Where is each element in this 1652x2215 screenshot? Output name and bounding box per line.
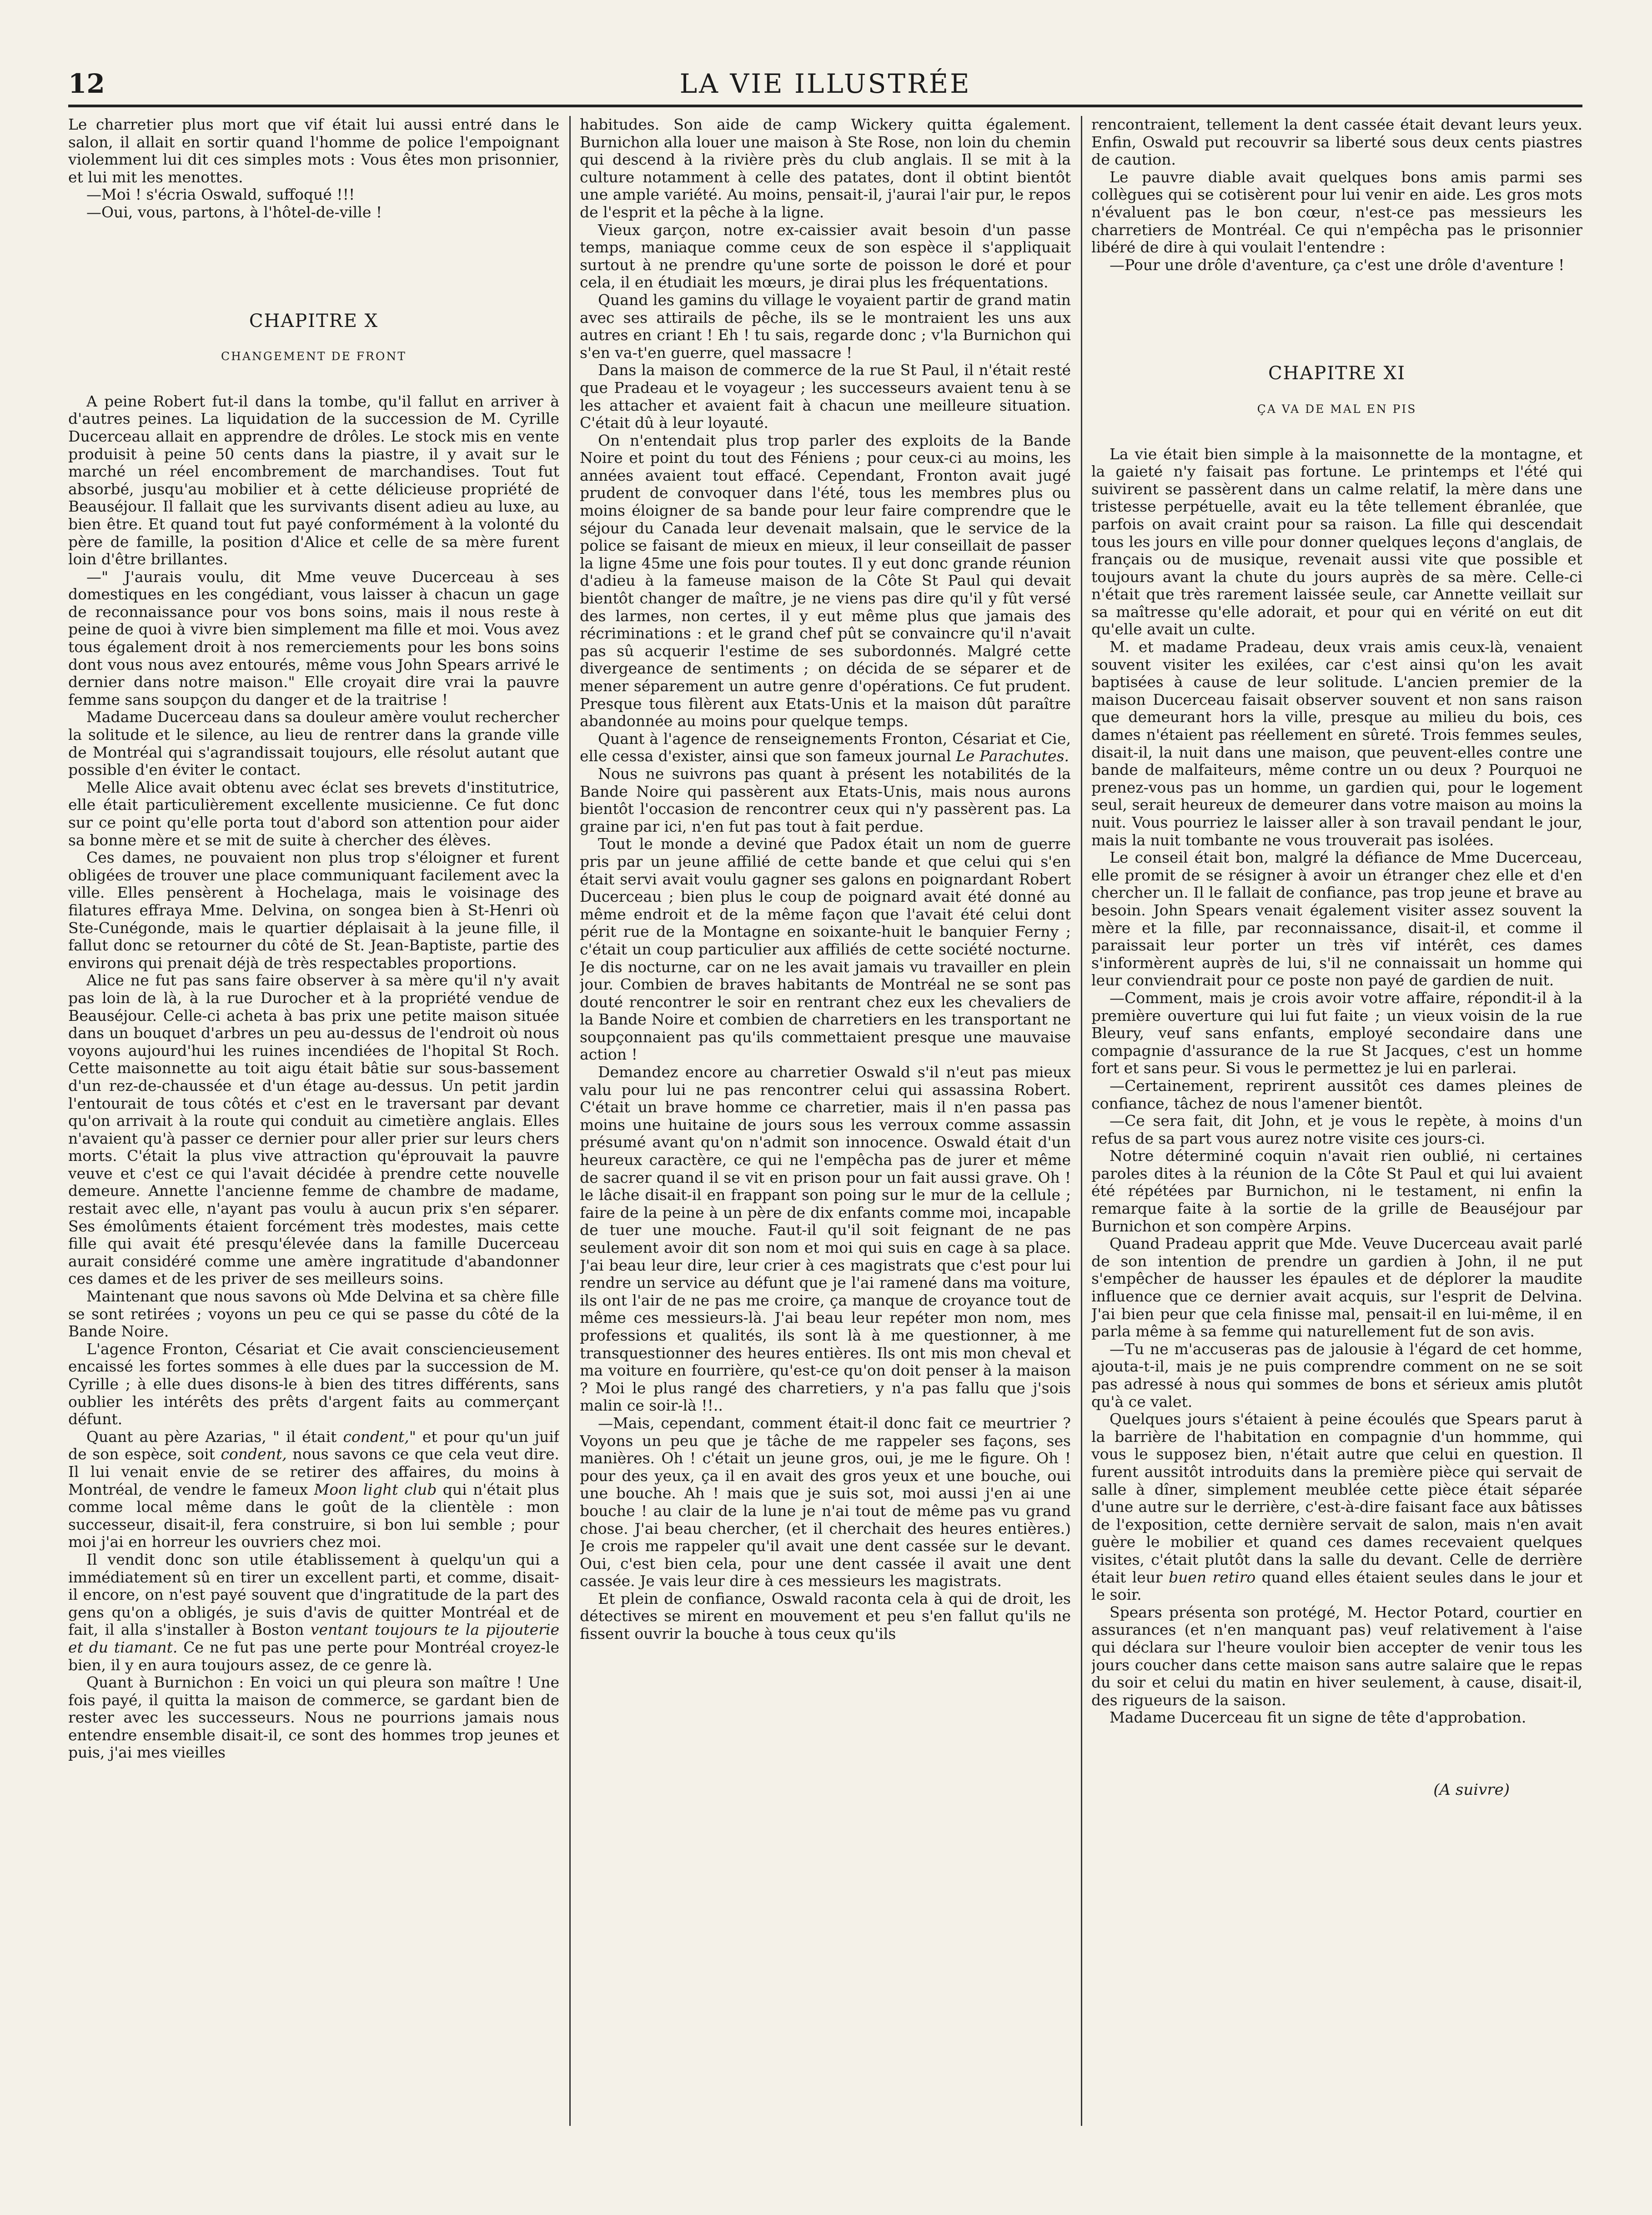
page-header	[68, 68, 1582, 105]
paragraph: Tout le monde a deviné que Padox était un nom de guerre pris par un jeune affilié de cette bande et que celui qui s'en était servi avait voulu gagner ses galons en poignardant Robert Ducerceau ; bien plus le coup de poignard avait été donné au même endroit et de la même façon que l'avait été celui dont périt rue de la Montagne en soixante-huit le banquier Ferny ; c'était un coup particulier aux affiliés de cette société nocturne. Je dis nocturne, car on ne les avait jamais vu travailler en plein jour. Combien de braves habitants de Montréal ne se sont pas douté rencontrer le soir en rentrant chez eux les chevaliers de la Bande Noire et combien de charretiers en les transportant ne soupçonnaient pas qu'ils commettaient presque une mauvaise action !	[580, 835, 1071, 1064]
paragraph: —Oui, vous, partons, à l'hôtel-de-ville !	[86, 203, 382, 221]
paragraph: —Mais, cependant, comment était-il donc fait ce meurtrier ? Voyons un peu que je tâche de me rappeler ses façons, ses manières. Oh ! c'était un jeune gros, oui, je me le figure. Oh ! pour des yeux, ça il en avait des gros yeux et une bouche, oui une bouche. Ah ! mais que je suis sot, moi aussi j'en ai une bouche ! au clair de la lune je n'ai tout de même pas vu grand chose. J'ai beau chercher, (et il cherchait des heures entières.) Je crois me rappeler qu'il avait une dent cassée sur le devant. Oui, c'est bien cela, pour une dent cassée il avait une dent cassée. Je vais leur dire à ces messieurs les magistrats.	[580, 1414, 1071, 1590]
paragraph: Ces dames, ne pouvaient non plus trop s'éloigner et furent obligées de trouver une place communiquant facilement avec la ville. Elles pensèrent à Hochelaga, mais le voisinage des filatures effraya Mme. Delvina, on songea bien à St-Henri où Ste-Cunégonde, mais le quartier déplaisait à la jeune fille, il fallut donc se retourner du côté de St. Jean-Baptiste, partie des environs qui prenait déjà de très respectables proportions.	[68, 849, 559, 972]
chapter-subtitle: CHANGEMENT DE FRONT	[221, 350, 407, 363]
paragraph	[68, 1551, 559, 1674]
paragraph: Spears présenta son protégé, M. Hector Potard, courtier en assurances (et n'en manquant pas) veuf relativement à l'aise qui déclara sur l'heure vouloir bien accepter de venir tous les jours coucher dans cette maison sans autre salaire que le repas du soir et celui du matin en hiver seulement, à cause, disait-il, des rigueurs de la saison.	[1091, 1603, 1582, 1709]
paragraph: Le pauvre diable avait quelques bons amis parmi ses collègues qui se cotisèrent pour lui venir en aide. Les gros mots n'évaluent pas le bon cœur, n'est-ce pas messieurs les charretiers de Montréal. Ce qui n'empêcha pas le prisonnier libéré de dire à qui voulait l'entendre :	[1091, 168, 1582, 256]
paragraph: Madame Ducerceau fit un signe de tête d'approbation.	[1110, 1708, 1526, 1727]
italic-text: buen retiro	[1169, 1568, 1256, 1586]
paragraph: Quant à Burnichon : En voici un qui pleura son maître ! Une fois payé, il quitta la maison de commerce, se gardant bien de rester avec les successeurs. Nous ne pourrions jamais nous entendre ensemble disait-il, ce sont des hommes trop jeunes et puis, j'ai mes vieilles	[68, 1673, 559, 1762]
text-run: Quelques jours s'étaient à peine écoulés que Spears parut à la barrière de l'habitation en compagnie d'un hommme, qui vous le supposez bien, n'était autre que celui en question. Il furent aussitôt introduits dans la première pièce qui servait de salle à dîner, simplement meublée cette pièce était séparée d'une autre sur le derrière, c'est-à-dire faisant face aux bâtisses de l'exposition, cette dernière servait de salon, mais n'en avait guère le mobilier et quand ces dames recevaient quelques visites, c'était plutôt dans la salle du devant. Celle de derrière était leur	[1091, 1410, 1582, 1586]
text-run: nous savons ce que cela veut dire. Il lui venait envie de se retirer des affaires, du moins à Montréal, de vendre le fameux	[68, 1445, 559, 1498]
paragraph: —Ce sera fait, dit John, et je vous le repète, à moins d'un refus de sa part vous aurez notre visite ces jours-ci.	[1091, 1112, 1582, 1147]
paragraph: Et plein de confiance, Oswald raconta cela à qui de droit, les détectives se mirent en mouvement et peu s'en fallut qu'ils ne fissent ouvrir la bouche à tous ceux qu'ils	[580, 1589, 1071, 1643]
paragraph: Maintenant que nous savons où Mde Delvina et sa chère fille se sont retirées ; voyons un peu ce qui se passe du côté de la Bande Noire.	[68, 1287, 559, 1341]
column-2	[580, 116, 1071, 2126]
paragraph: Quand Pradeau apprit que Mde. Veuve Ducerceau avait parlé de son intention de prendre un gardien à John, il ne put s'empêcher de hausser les épaules et de déplorer la maudite influence que ce dernier avait acquis, sur l'esprit de Delvina. J'ai bien peur que cela finisse mal, pensait-il en lui-même, il en parla même à sa femme qui naturellement fut de son avis.	[1091, 1235, 1582, 1341]
column-divider	[1081, 116, 1082, 2126]
paragraph: Melle Alice avait obtenu avec éclat ses brevets d'institutrice, elle était particulièrement excellente musicienne. Ce fut donc sur ce point qu'elle porta tout d'abord son attention pour aider sa bonne mère et se mit de suite à chercher des élèves.	[68, 778, 559, 849]
paragraph: —Certainement, reprirent aussitôt ces dames pleines de confiance, tâchez de nous l'amener bientôt.	[1091, 1076, 1582, 1112]
chapter-title: CHAPITRE X	[249, 310, 379, 331]
text-run: Quant au père Azarias, " il était	[86, 1427, 343, 1446]
paragraph: Nous ne suivrons pas quant à présent les notabilités de la Bande Noire qui passèrent aux Etats-Unis, mais nous aurons bientôt l'occasion de rencontrer ceux qui n'y passèrent pas. La graine par ici, n'en fut pas tout à fait perdue.	[580, 764, 1071, 835]
paragraph: Alice ne fut pas sans faire observer à sa mère qu'il n'y avait pas loin de là, à la rue Durocher et à la propriété vendue de Beauséjour. Celle-ci acheta à bas prix une petite maison située dans un bouquet d'arbres un peu au-dessus de l'endroit où nous voyons aujourd'hui les ruines incendiées de l'hopital St Roch. Cette maisonnette au toit aigu était bâtie sur sous-bassement d'un rez-de-chaussée et d'un étage au-dessus. Un petit jardin l'entourait de tous côtés et c'est en le traversant par devant qu'on arrivait à la route qui conduit au cimetière anglais. Elles n'avaient qu'à passer ce dernier pour aller prier sur leurs chers morts. C'était la plus vive attraction qu'éprouvait la pauvre veuve et c'est ce qui l'avait décidée à prendre cette nouvelle demeure. Annette l'ancienne femme de chambre de madame, restait avec elle, n'ayant pas voulu à aucun prix s'en séparer. Ses émolûments étaient forcément très modestes, mais cette fille qui avait été presqu'élevée dans la famille Ducerceau aurait considéré comme une amère ingratitude d'abandonner ces dames et de les priver de ses meilleurs soins.	[68, 971, 559, 1288]
paragraph: A peine Robert fut-il dans la tombe, qu'il fallut en arriver à d'autres peines. La liquidation de la succession de M. Cyrille Ducerceau allait en apprendre de drôles. Le stock mis en vente produisit à peine 50 cents dans la piastre, il y avait sur le marché un réel encombrement de marchandises. Tout fut absorbé, jusqu'au mobilier et à cette délicieuse propriété de Beauséjour. Il fallait que les survivants disent adieu au luxe, au bien être. Et quand tout fut payé conformément à la volonté du père de famille, la position d'Alice et celle de sa mère furent loin d'être brillantes.	[68, 392, 559, 568]
paragraph: —Comment, mais je crois avoir votre affaire, répondit-il à la première ouverture qui lui fut faite ; un vieux voisin de la rue Bleury, veuf sans enfants, employé secondaire dans une compagnie d'assurance de la rue St Jacques, c'est un homme fort et sans peur. Si vous le permettez je lui en parlerai.	[1091, 989, 1582, 1077]
paragraph: M. et madame Pradeau, deux vrais amis ceux-là, venaient souvent visiter les exilées, car c'est ainsi qu'on les avait baptisées à cause de leur solitude. L'ancien premier de la maison Ducerceau faisait observer souvent et non sans raison que demeurant hors la ville, presque au milieu du bois, ces dames n'étaient pas réellement en sûreté. Trois femmes seules, disait-il, la nuit dans une maison, que peuvent-elles contre une bande de malfaiteurs, même contre un ou deux ? Pourquoi ne prenez-vous pas un homme, un gardien qui, pour le logement seul, serait heureux de demeurer dans votre maison au moins la nuit. Vous pourriez le laisser aller à son travail pendant le jour, mais la nuit tombante ne vous trouverait pas isolées.	[1091, 638, 1582, 849]
to-be-continued: (A suivre)	[1433, 1780, 1510, 1799]
paragraph: Demandez encore au charretier Oswald s'il n'eut pas mieux valu pour lui ne pas rencontrer celui qui assassina Robert. C'était un brave homme ce charretier, mais il n'en passa pas moins une huitaine de jours sous les verroux comme assassin présumé avant qu'on n'admit son innocence. Oswald était d'un heureux caractère, ce qui ne l'empêcha pas de jurer et même de sacrer quand il se vit en prison pour un fait aussi grave. Oh ! le lâche disait-il en frappant son poing sur le mur de la cellule ; faire de la peine à un père de dix enfants comme moi, incapable de tuer une mouche. Faut-il qu'il soit feignant de ne pas seulement avoir dit son nom et moi qui suis en cage à sa place. J'ai beau leur dire, leur crier à ces magistrats que c'est pour lui rendre un service au défunt que je l'ai ramené dans ma voiture, ils ont l'air de ne pas me croire, ça manque de croyance tout de même ces messieurs-là. J'ai beau leur repéter mon nom, mes professions et qualités, ils sont là à me questionner, à me transquestionner des heures entières. Ils ont mis mon cheval et ma voiture en fourrière, qu'est-ce qu'on doit penser à la maison ? Moi le plus rangé des charretiers, y n'a pas fallu que j'sois malin ce soir-là !!..	[580, 1063, 1071, 1415]
column-3	[1091, 116, 1582, 2126]
column-divider	[569, 116, 571, 2126]
column-1	[68, 116, 559, 2126]
paragraph: —Tu ne m'accuseras pas de jalousie à l'égard de cet homme, ajouta-t-il, mais je ne puis comprendre comment on ne se soit pas adressé à nous qui sommes de bons et sérieux amis plutôt qu'à ce valet.	[1091, 1340, 1582, 1411]
italic-text: ventant toujours te la pijouterie et du tiamant.	[68, 1621, 559, 1656]
paragraph: Vieux garçon, notre ex-caissier avait besoin d'un passe temps, maniaque comme ceux de son espèce il s'appliquait surtout à ne prendre qu'une sorte de poisson le doré et pour cela, il en étudiait les mœurs, je dirai plus les fréquentations.	[580, 221, 1071, 291]
paragraph: Quand les gamins du village le voyaient partir de grand matin avec ses attirails de pêche, ils se le montraient les uns aux autres en criant ! Eh ! tu sais, regarde donc ; v'la Burnichon qui s'en va-t'en guerre, quel massacre !	[580, 291, 1071, 362]
italic-text: condent,	[343, 1427, 409, 1446]
italic-text: condent,	[221, 1445, 287, 1463]
page-number: 12	[68, 68, 105, 99]
paragraph: —Pour une drôle d'aventure, ça c'est une drôle d'aventure !	[1110, 256, 1565, 274]
paragraph	[68, 1428, 559, 1551]
text-run: Ce ne fut pas une perte pour Montréal croyez-le bien, il y en aura toujours assez, de ce genre là.	[68, 1638, 559, 1674]
italic-text: Le Parachutes.	[956, 747, 1069, 765]
text-run: Il vendit donc son utile établissement à quelqu'un qui a immédiatement sû en tirer un excellent parti, et comme, disait-il encore, on n'est payé souvent que d'ingratitude de la part des gens qu'on a obligés, je suis d'avis de quitter Montréal et de fait, il alla s'installer à Boston	[68, 1550, 559, 1639]
article-columns	[68, 116, 1582, 2126]
chapter-title: CHAPITRE XI	[1268, 363, 1406, 384]
journal-title: LA VIE ILLUSTRÉE	[679, 68, 971, 99]
chapter-subtitle: ÇA VA DE MAL EN PIS	[1257, 402, 1417, 416]
paragraph: Notre déterminé coquin n'avait rien oublié, ni certaines paroles dites à la réunion de la Côte St Paul et qui lui avaient été répétées par Burnichon, ni le testament, ni enfin la remarque faite à la sortie de la grille de Beauséjour par Burnichon et son compère Arpins.	[1091, 1147, 1582, 1235]
header-rule	[68, 105, 1582, 107]
paragraph: habitudes. Son aide de camp Wickery quitta également. Burnichon alla louer une maison à Ste Rose, non loin du chemin qui descend à la rivière près du club anglais. Il se mit à la culture notamment à celle des patates, dont il obtint bientôt une ample variété. Au moins, pensait-il, j'aurai l'air pur, le repos de l'esprit et la pêche à la ligne.	[580, 116, 1071, 221]
paragraph: rencontraient, tellement la dent cassée était devant leurs yeux. Enfin, Oswald put recouvrir sa liberté sous deux cents piastres de caution.	[1091, 116, 1582, 169]
text-run: quand elles étaient seules dans le jour et le soir.	[1091, 1568, 1582, 1604]
paragraph: L'agence Fronton, Césariat et Cie avait consciencieusement encaissé les fortes sommes à elle dues par la succession de M. Cyrille ; à elle dues disons-le à bien des titres différents, sans oublier les intérêts des prêts d'argent faits au commerçant défunt.	[68, 1340, 559, 1428]
paragraph	[1091, 1411, 1582, 1604]
text-run: qui n'était plus comme local même dans le goût de la clientèle : mon successeur, disait-il, fera construire, si bon lui semble ; pour moi j'ai en horreur les ouvriers chez moi.	[68, 1480, 559, 1551]
paragraph: On n'entendait plus trop parler des exploits de la Bande Noire et point du tout des Féniens ; pour ceux-ci au moins, les années avaient tout effacé. Cependant, Fronton avait jugé prudent de convoquer dans l'été, tous les membres plus ou moins éloigner de sa bande pour leur faire comprendre que le séjour du Canada leur devenait malsain, que le service de la police se faisant de mieux en mieux, il leur conseillait de passer la ligne 45me une fois pour toutes. Il y eut donc grande réunion d'adieu à la fameuse maison de la Côte St Paul qui devait bientôt changer de maître, je ne viens pas dire qu'il y fût versé des larmes, non certes, il y eut même plus que jamais des récriminations : et le grand chef pût se convaincre qu'il n'avait pas sû acquerir l'estime de ses subordonnés. Malgré cette divergeance de sentiments ; on décida de se séparer et de mener séparement un autre genre d'opérations. Ce fut prudent. Presque tous filèrent aux Etats-Unis et la maison dût paraître abandonnée au moins pour quelque temps.	[580, 431, 1071, 730]
paragraph: Dans la maison de commerce de la rue St Paul, il n'était resté que Pradeau et le voyageur ; les successeurs avaient tenu à se les attacher et avaient fait à chacun une meilleure situation. C'était dû à leur loyauté.	[580, 361, 1071, 432]
paragraph: —" J'aurais voulu, dit Mme veuve Ducerceau à ses domestiques en les congédiant, vous laisser à chacun un gage de reconnaissance pour vos bons soins, mais il nous reste à peine de quoi à vivre bien simplement ma fille et moi. Vous avez tous également droit à nos remerciements pour les bons soins dont vous nous avez entourés, même vous John Spears arrivé le dernier dans notre maison." Elle croyait dire vrai la pauvre femme sans soupçon du danger et de la traitrise !	[68, 568, 559, 708]
paragraph: —Moi ! s'écria Oswald, suffoqué !!!	[86, 186, 355, 204]
paragraph: Madame Ducerceau dans sa douleur amère voulut rechercher la solitude et le silence, au lieu de rentrer dans la grande ville de Montréal qui s'agrandissait toujours, elle résolut autant que possible d'en éviter le contact.	[68, 708, 559, 779]
text-run: Quant à l'agence de renseignements Fronton, Césariat et Cie, elle cessa d'exister, ainsi que son fameux journal	[580, 729, 1071, 765]
paragraph: Le charretier plus mort que vif était lui aussi entré dans le salon, il allait en sortir quand l'homme de police l'empoignant violemment lui dit ces simples mots : Vous êtes mon prisonnier, et lui mit les menottes.	[68, 116, 559, 186]
italic-text: Moon light club	[314, 1480, 437, 1498]
paragraph: Le conseil était bon, malgré la défiance de Mme Ducerceau, elle promit de se résigner à avoir un étranger chez elle et d'en chercher un. Il le fallait de confiance, pas trop jeune et brave au besoin. John Spears venait également visiter assez souvent la mère et la fille, par reconnaissance, disait-il, et comme il paraissait leur porter un très vif intérêt, ces dames s'informèrent auprès de lui, s'il ne connaissait un homme qui leur conviendrait pour ce poste non payé de gardien de nuit.	[1091, 849, 1582, 989]
paragraph	[580, 730, 1071, 765]
text-run: " et pour qu'un juif de son espèce, soit	[68, 1427, 559, 1463]
paragraph: La vie était bien simple à la maisonnette de la montagne, et la gaieté n'y faisait pas fortune. Le printemps et l'été qui suivirent se passèrent dans un calme relatif, la mère dans une tristesse perpétuelle, avait eu la tête tellement ébranlée, que parfois on avait craint pour sa raison. La fille qui descendait tous les jours en ville pour donner quelques leçons d'anglais, de français ou de musique, revenait aussi vite que possible et toujours avant la chute du jours auprès de sa mère. Celle-ci n'était que très rarement laissée seule, car Annette veillait sur sa maîtresse qu'elle adorait, et pour qui en vérité on eut dit qu'elle avait un culte.	[1091, 445, 1582, 638]
